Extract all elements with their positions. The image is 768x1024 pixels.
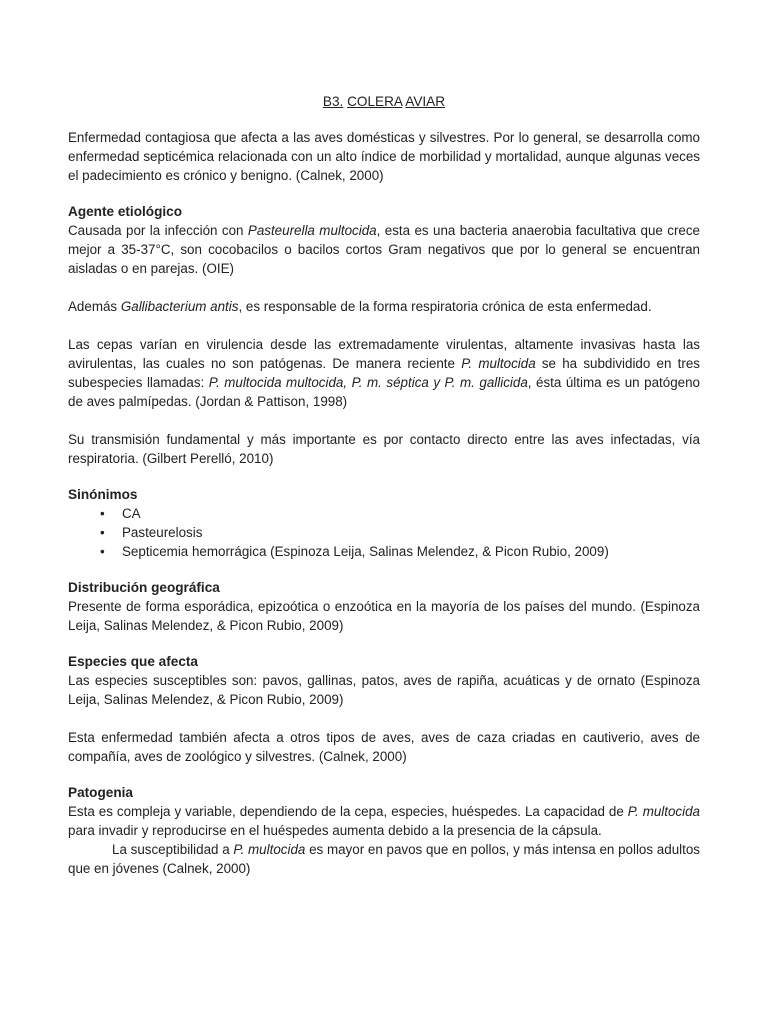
title-word-aviar: AVIAR [405,94,446,109]
patogenia-paragraph-2 [68,840,700,878]
heading-agente-etiologico: Agente etiológico [68,204,183,219]
list-item: • CA [122,504,700,523]
especies-paragraph-2: Esta enfermedad también afecta a otros tipos de aves, aves de caza criadas en cautiverio, aves de compañía, aves de zoológico y silvestres. (Calnek, 2000) [68,730,700,764]
title-prefix: B3. [322,94,344,109]
heading-distribucion: Distribución geográfica [68,580,220,595]
text-span: Las cepas varían en virulencia desde las extremadamente virulentas, altamente invasivas hasta las avirulentas, las cuales no son patógenas. De manera reciente [68,337,700,371]
species-name: P. multocida [233,842,306,857]
document-body [68,92,700,878]
text-span: , es responsable de la forma respiratoria crónica de esta enfermedad. [238,299,652,314]
heading-especies: Especies que afecta [68,654,198,669]
agente-paragraph-2 [68,297,700,316]
species-name: P. multocida [627,804,700,819]
document-title [68,92,700,111]
text-span: , ésta última es un patógeno de aves palmípedas. (Jordan & Pattison, 1998) [68,375,700,409]
title-word-colera: COLERA [347,94,403,109]
agente-paragraph-4: Su transmisión fundamental y más importante es por contacto directo entre las aves infectadas, vía respiratoria. (Gilbert Perelló, 2010) [68,432,700,466]
agente-paragraph-3 [68,335,700,411]
list-item: • Pasteurelosis [122,523,700,542]
species-name: P. multocida [461,356,536,371]
agente-paragraph-1 [68,221,700,278]
text-span: , esta es una bacteria anaerobia facultativa que crece mejor a 35-37°C, son cocobacilos o bacilos cortos Gram negativos que por lo general se encuentran aisladas o en parejas. (OIE) [68,223,701,276]
sinonimos-list [68,504,700,561]
text-span: para invadir y reproducirse en el huéspedes aumenta debido a la presencia de la cápsula. [68,823,602,838]
distribucion-paragraph: Presente de forma esporádica, epizoótica o enzoótica en la mayoría de los países del mundo. (Espinoza Leija, Salinas Melendez, & Picon Rubio, 2009) [68,599,700,633]
text-span: es mayor en pavos que en pollos, y más intensa en pollos adultos que en jóvenes (Calnek, 2000) [68,842,700,876]
intro-paragraph: Enfermedad contagiosa que afecta a las aves domésticas y silvestres. Por lo general, se desarrolla como enfermedad septicémica relacionada con un alto índice de morbilidad y mortalidad, aunque algunas veces el padecimiento es crónico y benigno. (Calnek, 2000) [68,130,700,183]
text-span: Además [68,299,121,314]
heading-sinonimos: Sinónimos [68,487,138,502]
patogenia-paragraph-1 [68,802,700,840]
text-span: La susceptibilidad a [112,842,234,857]
text-span: Causada por la infección con [68,223,248,238]
list-item: • Septicemia hemorrágica (Espinoza Leija, Salinas Melendez, & Picon Rubio, 2009) [122,542,700,561]
text-span: se ha subdividido en tres subespecies llamadas: [68,356,700,390]
heading-patogenia: Patogenia [68,785,133,800]
species-name: Gallibacterium antis [120,299,239,314]
species-name: Pasteurella multocida [247,223,377,238]
species-name: P. multocida multocida, P. m. séptica y P. m. gallicida [208,375,528,390]
especies-paragraph-1: Las especies susceptibles son: pavos, gallinas, patos, aves de rapiña, acuáticas y de ornato (Espinoza Leija, Salinas Melendez, & Picon Rubio, 2009) [68,673,700,707]
text-span: Esta es compleja y variable, dependiendo de la cepa, especies, huéspedes. La capacidad de [68,804,628,819]
